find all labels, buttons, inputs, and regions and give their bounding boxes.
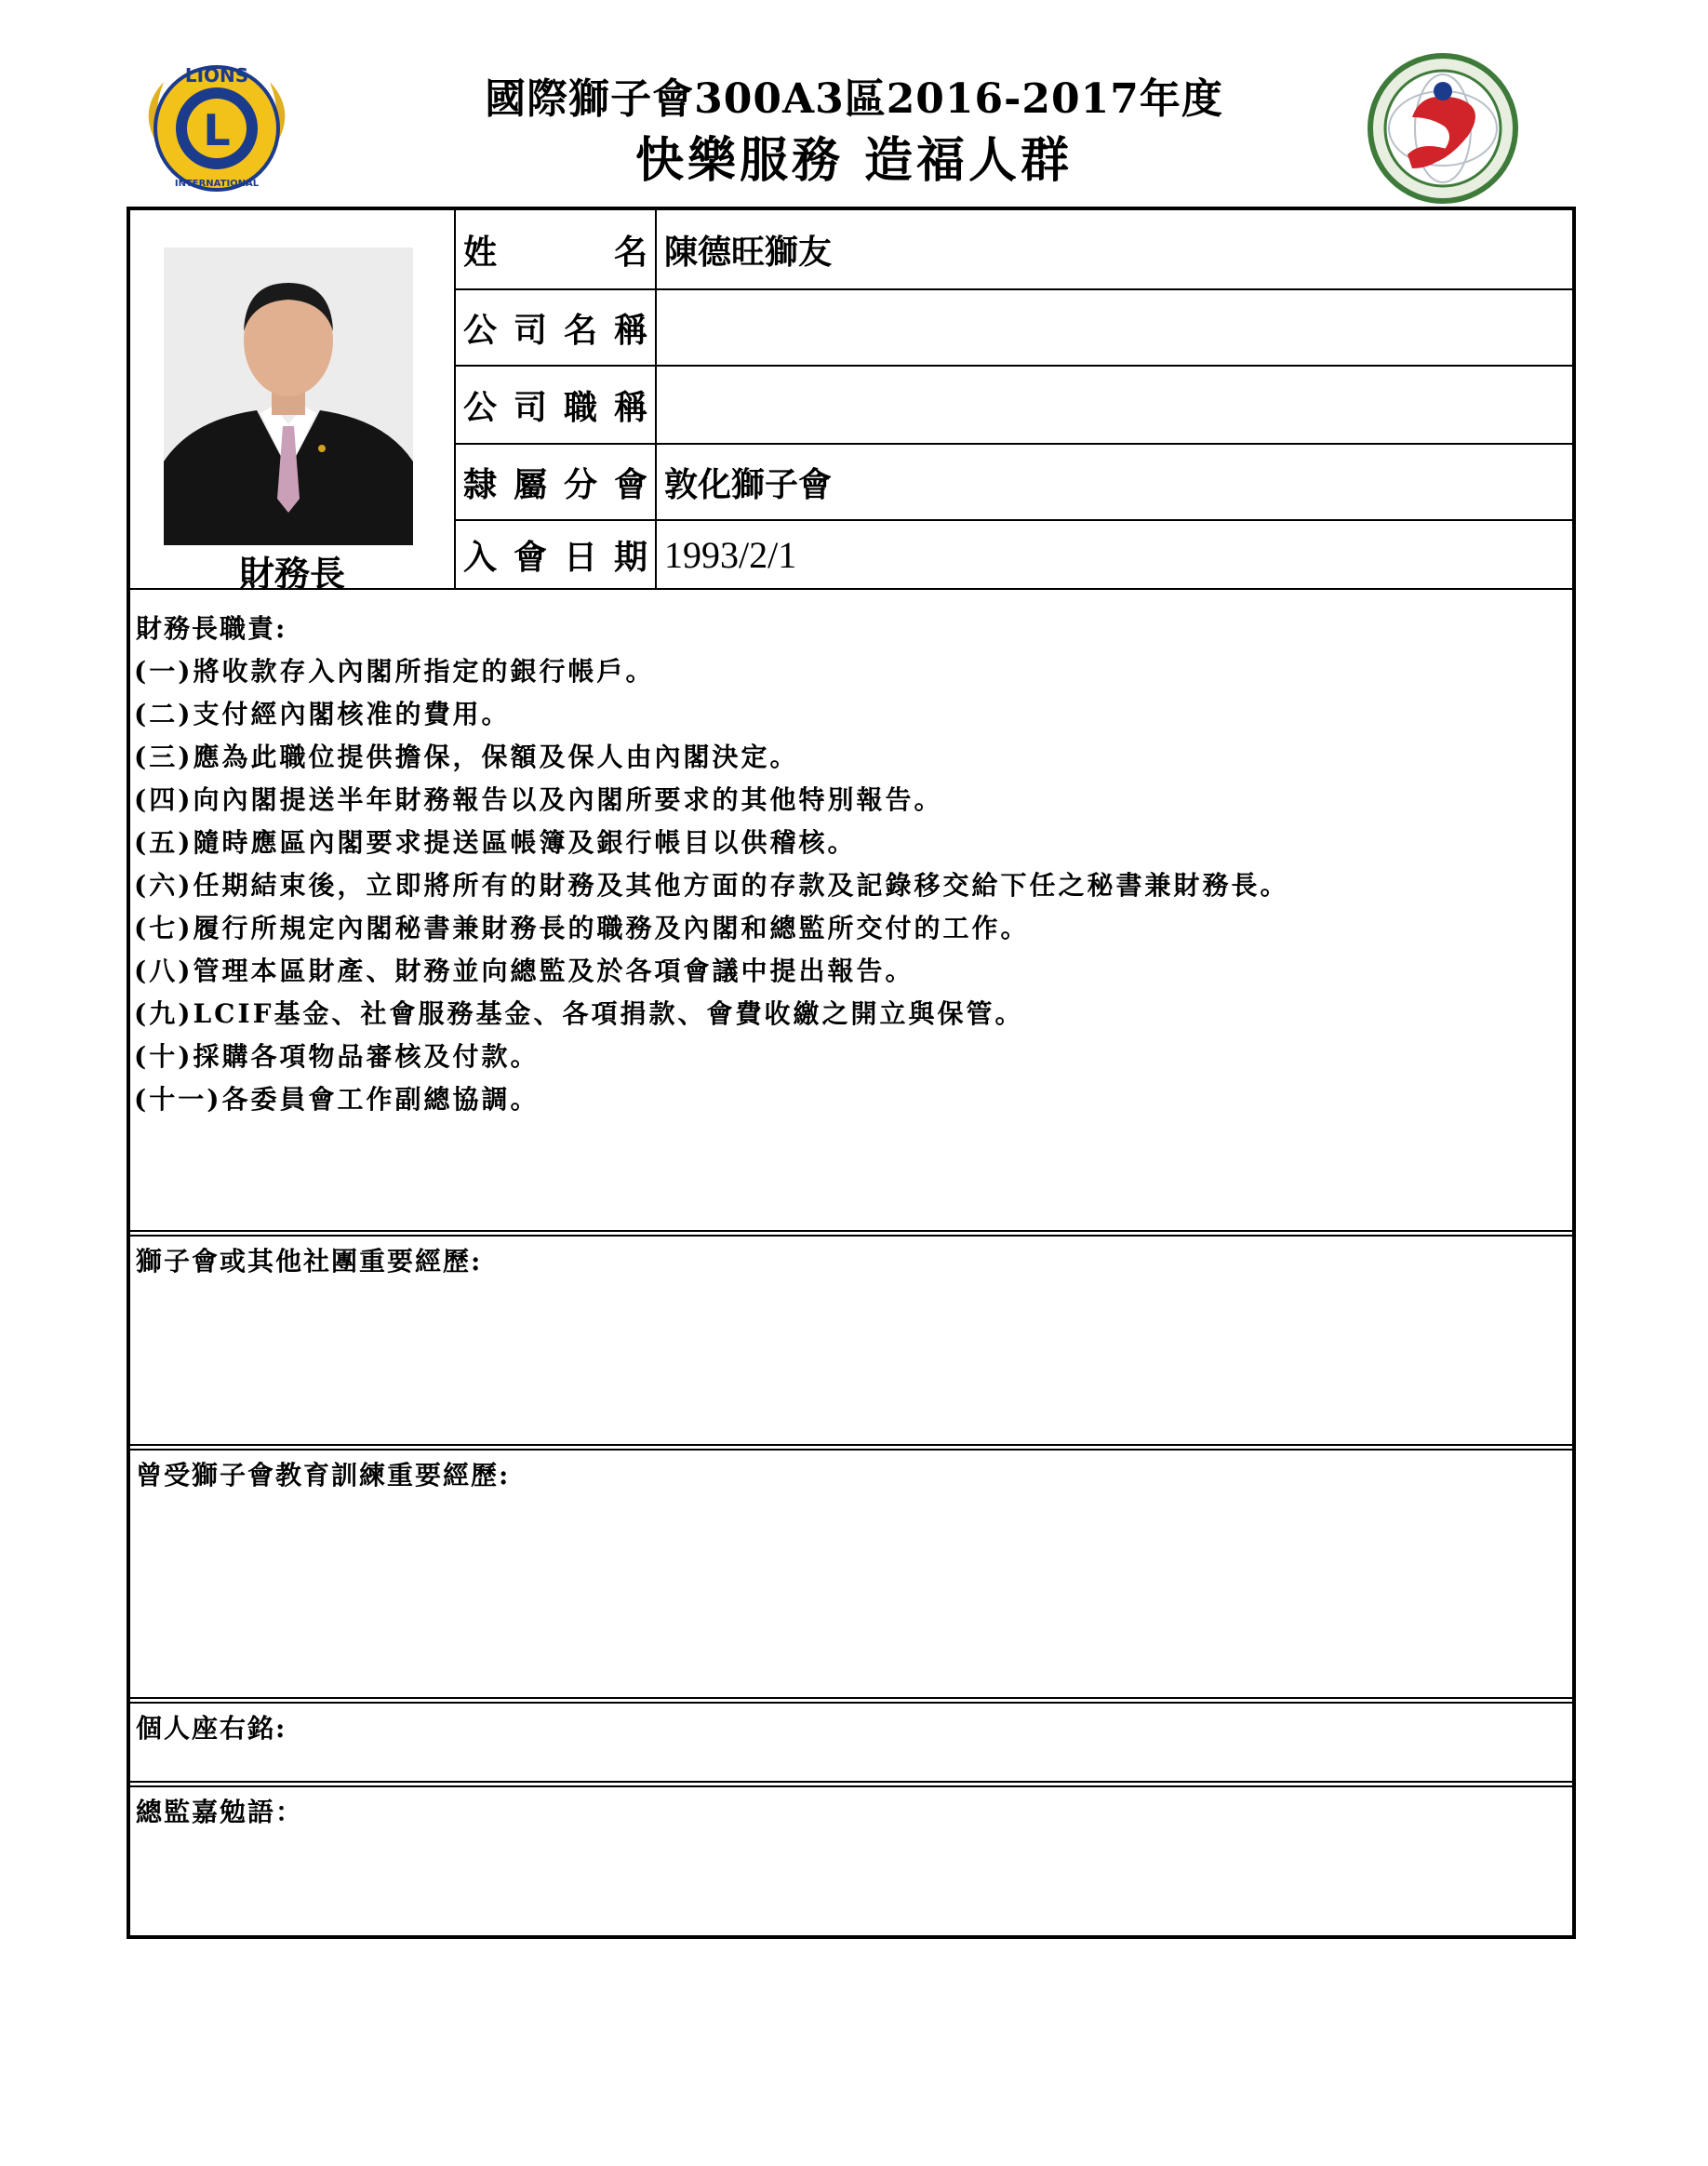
join-date-label: 入 會 日 期 [463,537,647,577]
member-role: 財務長 [238,553,345,595]
company-name-value [657,290,1572,365]
svg-text:INTERNATIONAL: INTERNATIONAL [174,179,260,189]
duty-item: (一)將收款存入內閣所指定的銀行帳戶。 [134,656,655,687]
photo-cell [130,210,454,595]
duty-item: (五)隨時應區內閣要求提送區帳簿及銀行帳目以供稽核。 [134,827,857,858]
duty-item: (四)向內閣提送半年財務報告以及內閣所要求的其他特別報告。 [134,784,943,815]
company-name-label: 公 司 名 稱 [463,310,647,350]
training-heading: 曾受獅子會教育訓練重要經歷: [136,1460,511,1491]
duty-item: (九)LCIF基金、社會服務基金、各項捐款、會費收繳之開立與保管。 [134,998,1024,1029]
club-label: 隸 屬 分 會 [463,464,647,504]
svg-text:L: L [203,105,231,155]
document-title: 國際獅子會300A3區2016-2017年度 [485,75,1223,123]
duty-item: (三)應為此職位提供擔保，保額及保人由內閣決定。 [134,742,799,772]
divider [130,1785,1572,1787]
duty-item: (六)任期結束後，立即將所有的財務及其他方面的存款及記錄移交給下任之秘書兼財務長。 [134,870,1289,901]
duty-item: (七)履行所規定內閣秘書兼財務長的職務及內閣和總監所交付的工作。 [134,913,1030,943]
divider [130,588,1572,590]
divider [130,1697,1572,1699]
divider [130,1235,1572,1237]
svg-text:LIONS: LIONS [184,64,249,87]
join-date-value: 1993/2/1 [664,533,797,576]
duties-heading: 財務長職責: [136,613,287,644]
job-title-value [657,367,1572,443]
club-value: 敦化獅子會 [664,464,833,504]
duty-item: (十一)各委員會工作副總協調。 [134,1084,540,1115]
duty-item: (十)採購各項物品審核及付款。 [134,1041,540,1072]
experience-heading: 獅子會或其他社團重要經歷: [136,1246,483,1277]
divider [130,1781,1572,1783]
motto-heading: 個人座右銘: [136,1713,287,1744]
governor-remarks-heading: 總監嘉勉語： [136,1797,304,1827]
profile-form [127,207,1576,1939]
document-slogan: 快樂服務 造福人群 [634,132,1074,189]
divider [130,1702,1572,1704]
duty-item: (八)管理本區財產、財務並向總監及於各項會議中提出報告。 [134,956,914,986]
name-value: 陳德旺獅友 [664,232,833,272]
duty-item: (二)支付經內閣核准的費用。 [134,699,511,729]
divider [130,1230,1572,1232]
member-photo [164,247,413,545]
divider [130,1449,1572,1451]
job-title-label: 公 司 職 稱 [463,387,647,427]
divider [130,1444,1572,1446]
name-label: 姓 名 [463,232,647,272]
